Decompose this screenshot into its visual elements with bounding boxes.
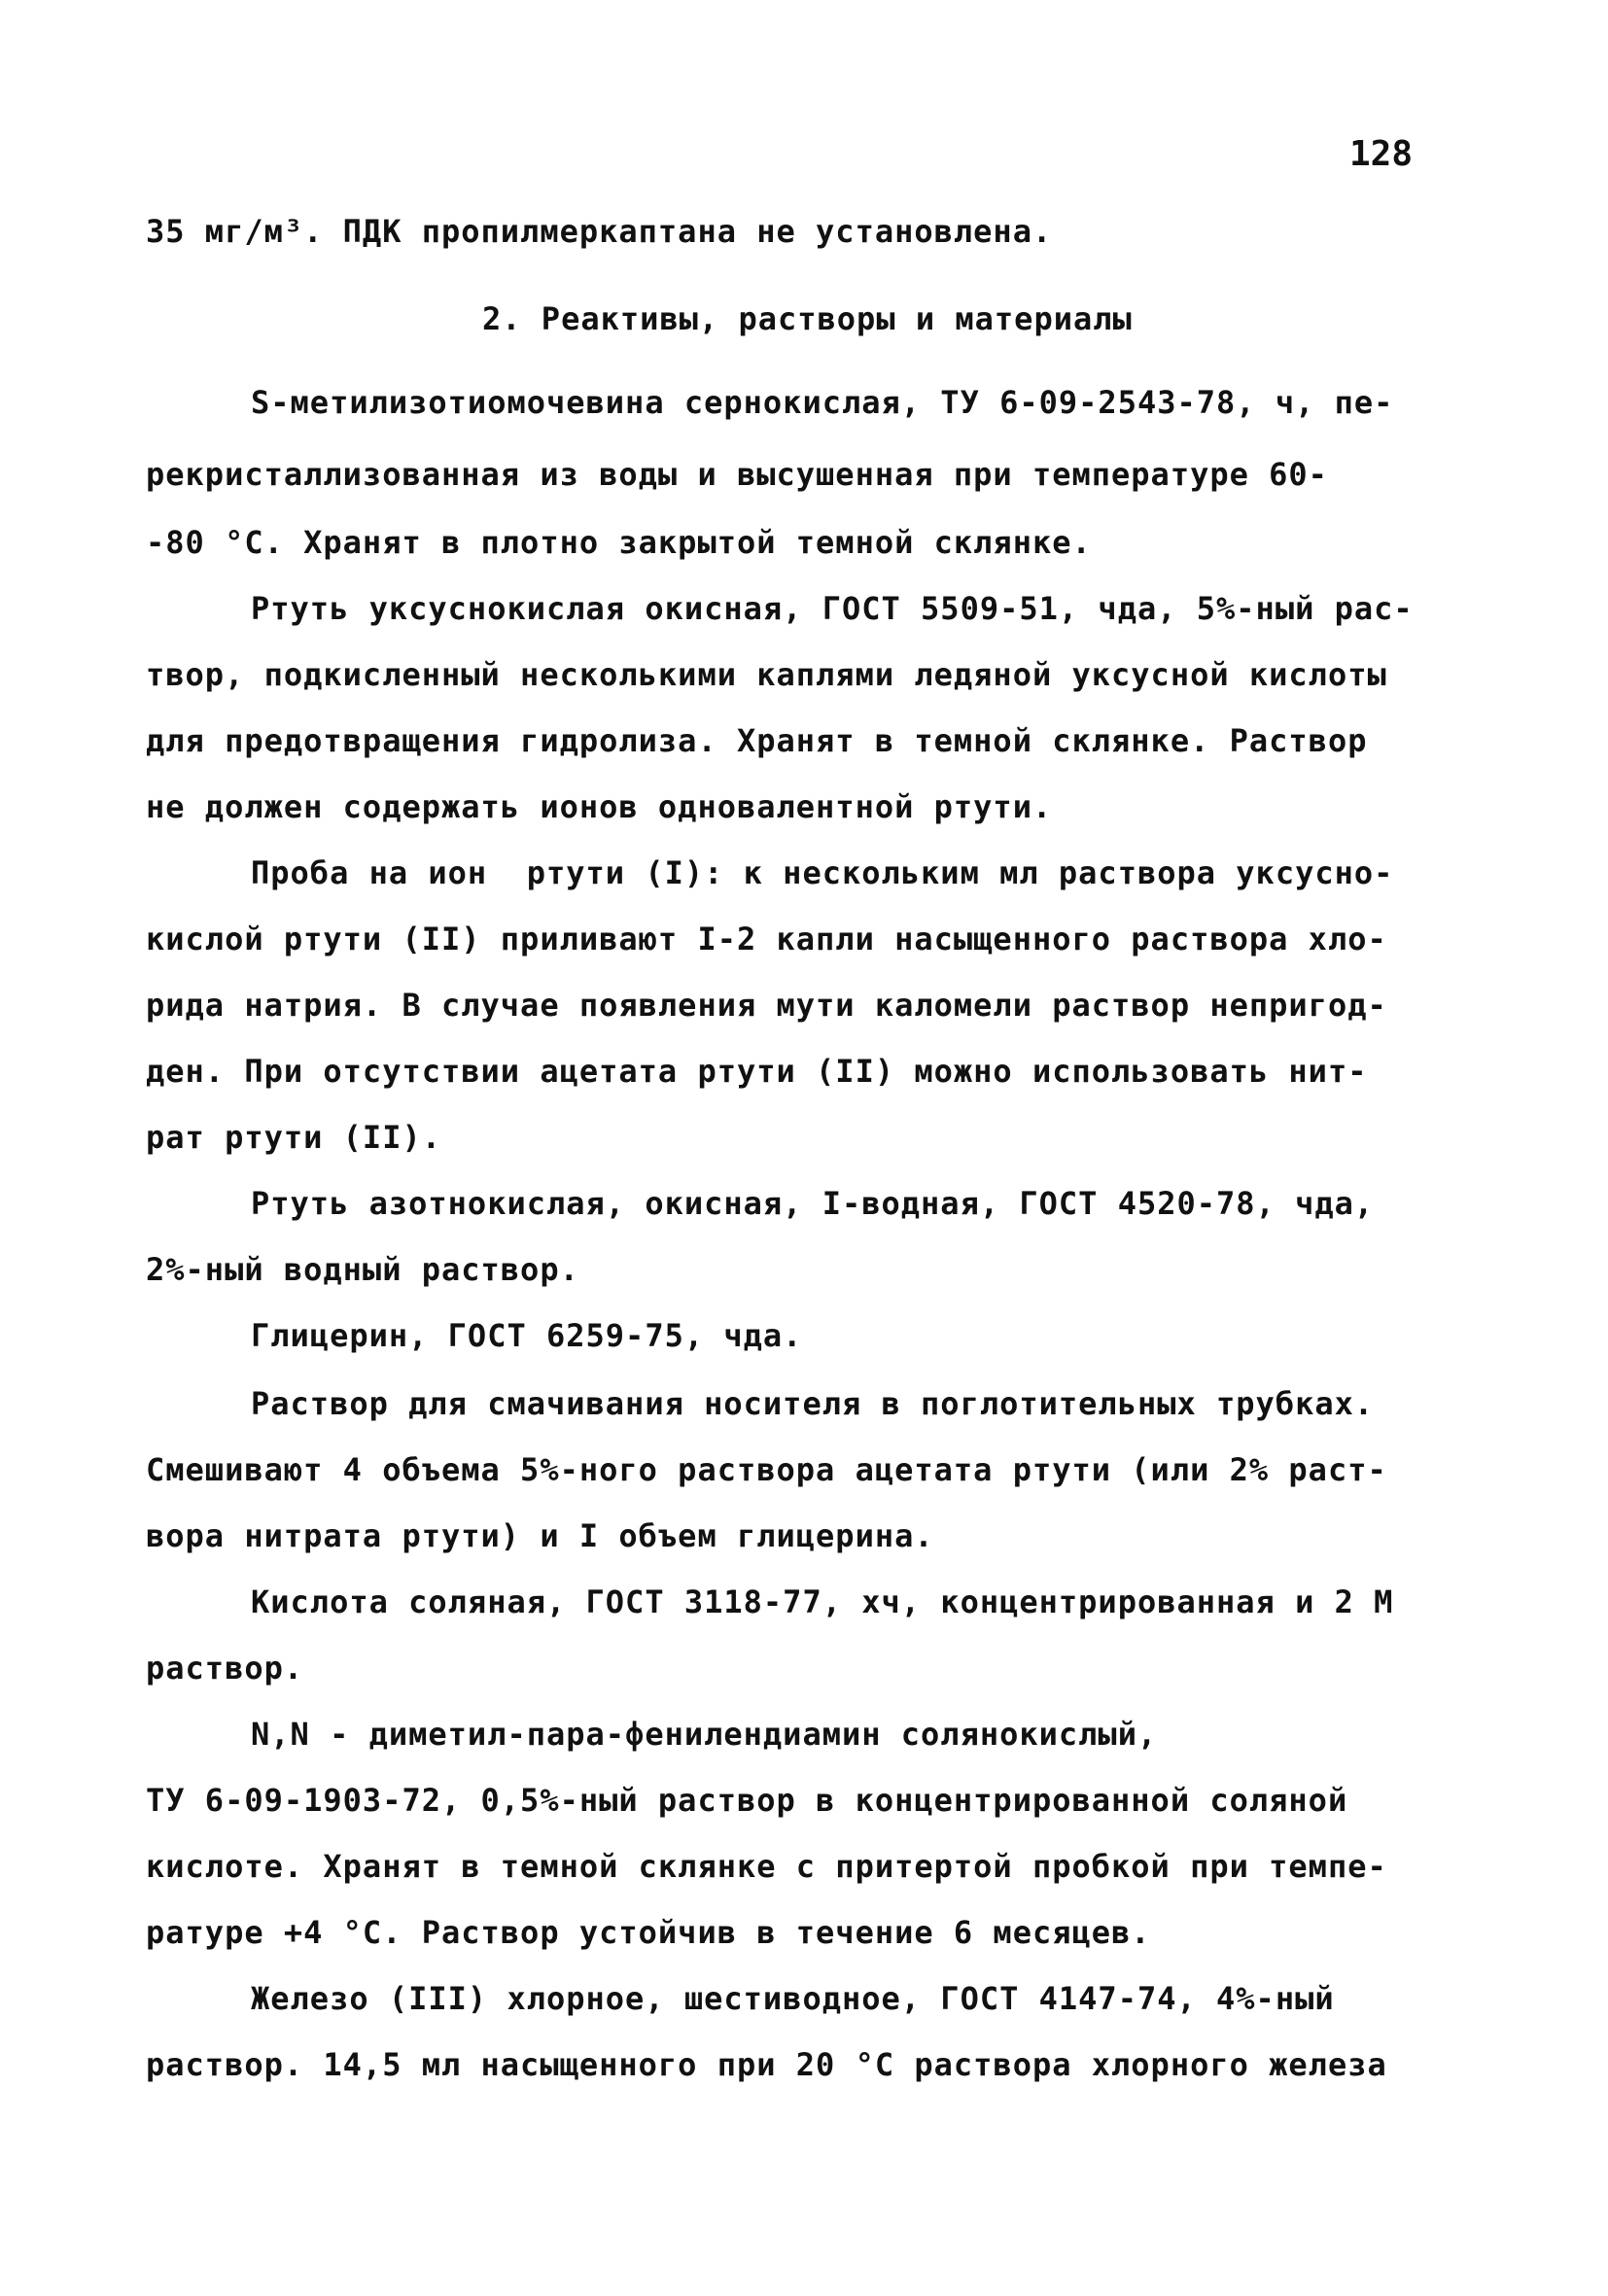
text-line: Ртуть уксуснокислая окисная, ГОСТ 5509-51, чда, 5%-ный рас- [251, 590, 1414, 627]
text-line: твор, подкисленный несколькими каплями ледяной уксусной кислоты [146, 656, 1387, 693]
text-line: N,N - диметил-пара-фенилендиамин солянокислый, [251, 1716, 1158, 1753]
text-line: S-метилизотиомочевина сернокислая, ТУ 6-09-2543-78, ч, пе- [251, 384, 1394, 421]
text-line: рида натрия. В случае появления мути каломели раствор непригод- [146, 987, 1387, 1024]
text-line: ратуре +4 °С. Раствор устойчив в течение 6 месяцев. [146, 1914, 1151, 1951]
text-line: рат ртути (II). [146, 1119, 441, 1156]
text-line: 2%-ный водный раствор. [146, 1251, 579, 1288]
text-line: Кислота соляная, ГОСТ 3118-77, хч, концентрированная и 2 М [251, 1583, 1394, 1620]
text-line: раствор. [146, 1650, 304, 1687]
text-line: 35 мг/м³. ПДК пропилмеркаптана не установлена. [146, 213, 1053, 250]
text-line: Железо (III) хлорное, шестиводное, ГОСТ 4147-74, 4%-ный [251, 1980, 1335, 2017]
text-line: кислой ртути (II) приливают I-2 капли насыщенного раствора хло- [146, 921, 1387, 957]
page-number: 128 [1349, 134, 1414, 174]
text-line: вора нитрата ртути) и I объем глицерина. [146, 1517, 934, 1554]
text-line: Смешивают 4 объема 5%-ного раствора ацетата ртути (или 2% раст- [146, 1451, 1387, 1488]
text-line: не должен содержать ионов одновалентной ртути. [146, 788, 1053, 825]
text-line: ден. При отсутствии ацетата ртути (II) можно использовать нит- [146, 1053, 1368, 1090]
text-line: раствор. 14,5 мл насыщенного при 20 °С раствора хлорного железа [146, 2046, 1387, 2083]
text-line: Ртуть азотнокислая, окисная, I-водная, ГОСТ 4520-78, чда, [251, 1185, 1375, 1222]
text-line: -80 °С. Хранят в плотно закрытой темной склянке. [146, 524, 1092, 561]
text-line: Глицерин, ГОСТ 6259-75, чда. [251, 1317, 803, 1354]
text-line: Раствор для смачивания носителя в поглотительных трубках. [251, 1385, 1375, 1422]
text-line: ТУ 6-09-1903-72, 0,5%-ный раствор в концентрированной соляной [146, 1782, 1348, 1819]
text-line: Проба на ион ртути (I): к нескольким мл раствора уксусно- [251, 854, 1394, 891]
text-line: кислоте. Хранят в темной склянке с притертой пробкой при темпе- [146, 1848, 1387, 1885]
text-line: для предотвращения гидролиза. Хранят в темной склянке. Раствор [146, 722, 1368, 759]
text-line: рекристаллизованная из воды и высушенная при температуре 60- [146, 456, 1328, 493]
section-heading: 2. Реактивы, растворы и материалы [482, 300, 1133, 337]
